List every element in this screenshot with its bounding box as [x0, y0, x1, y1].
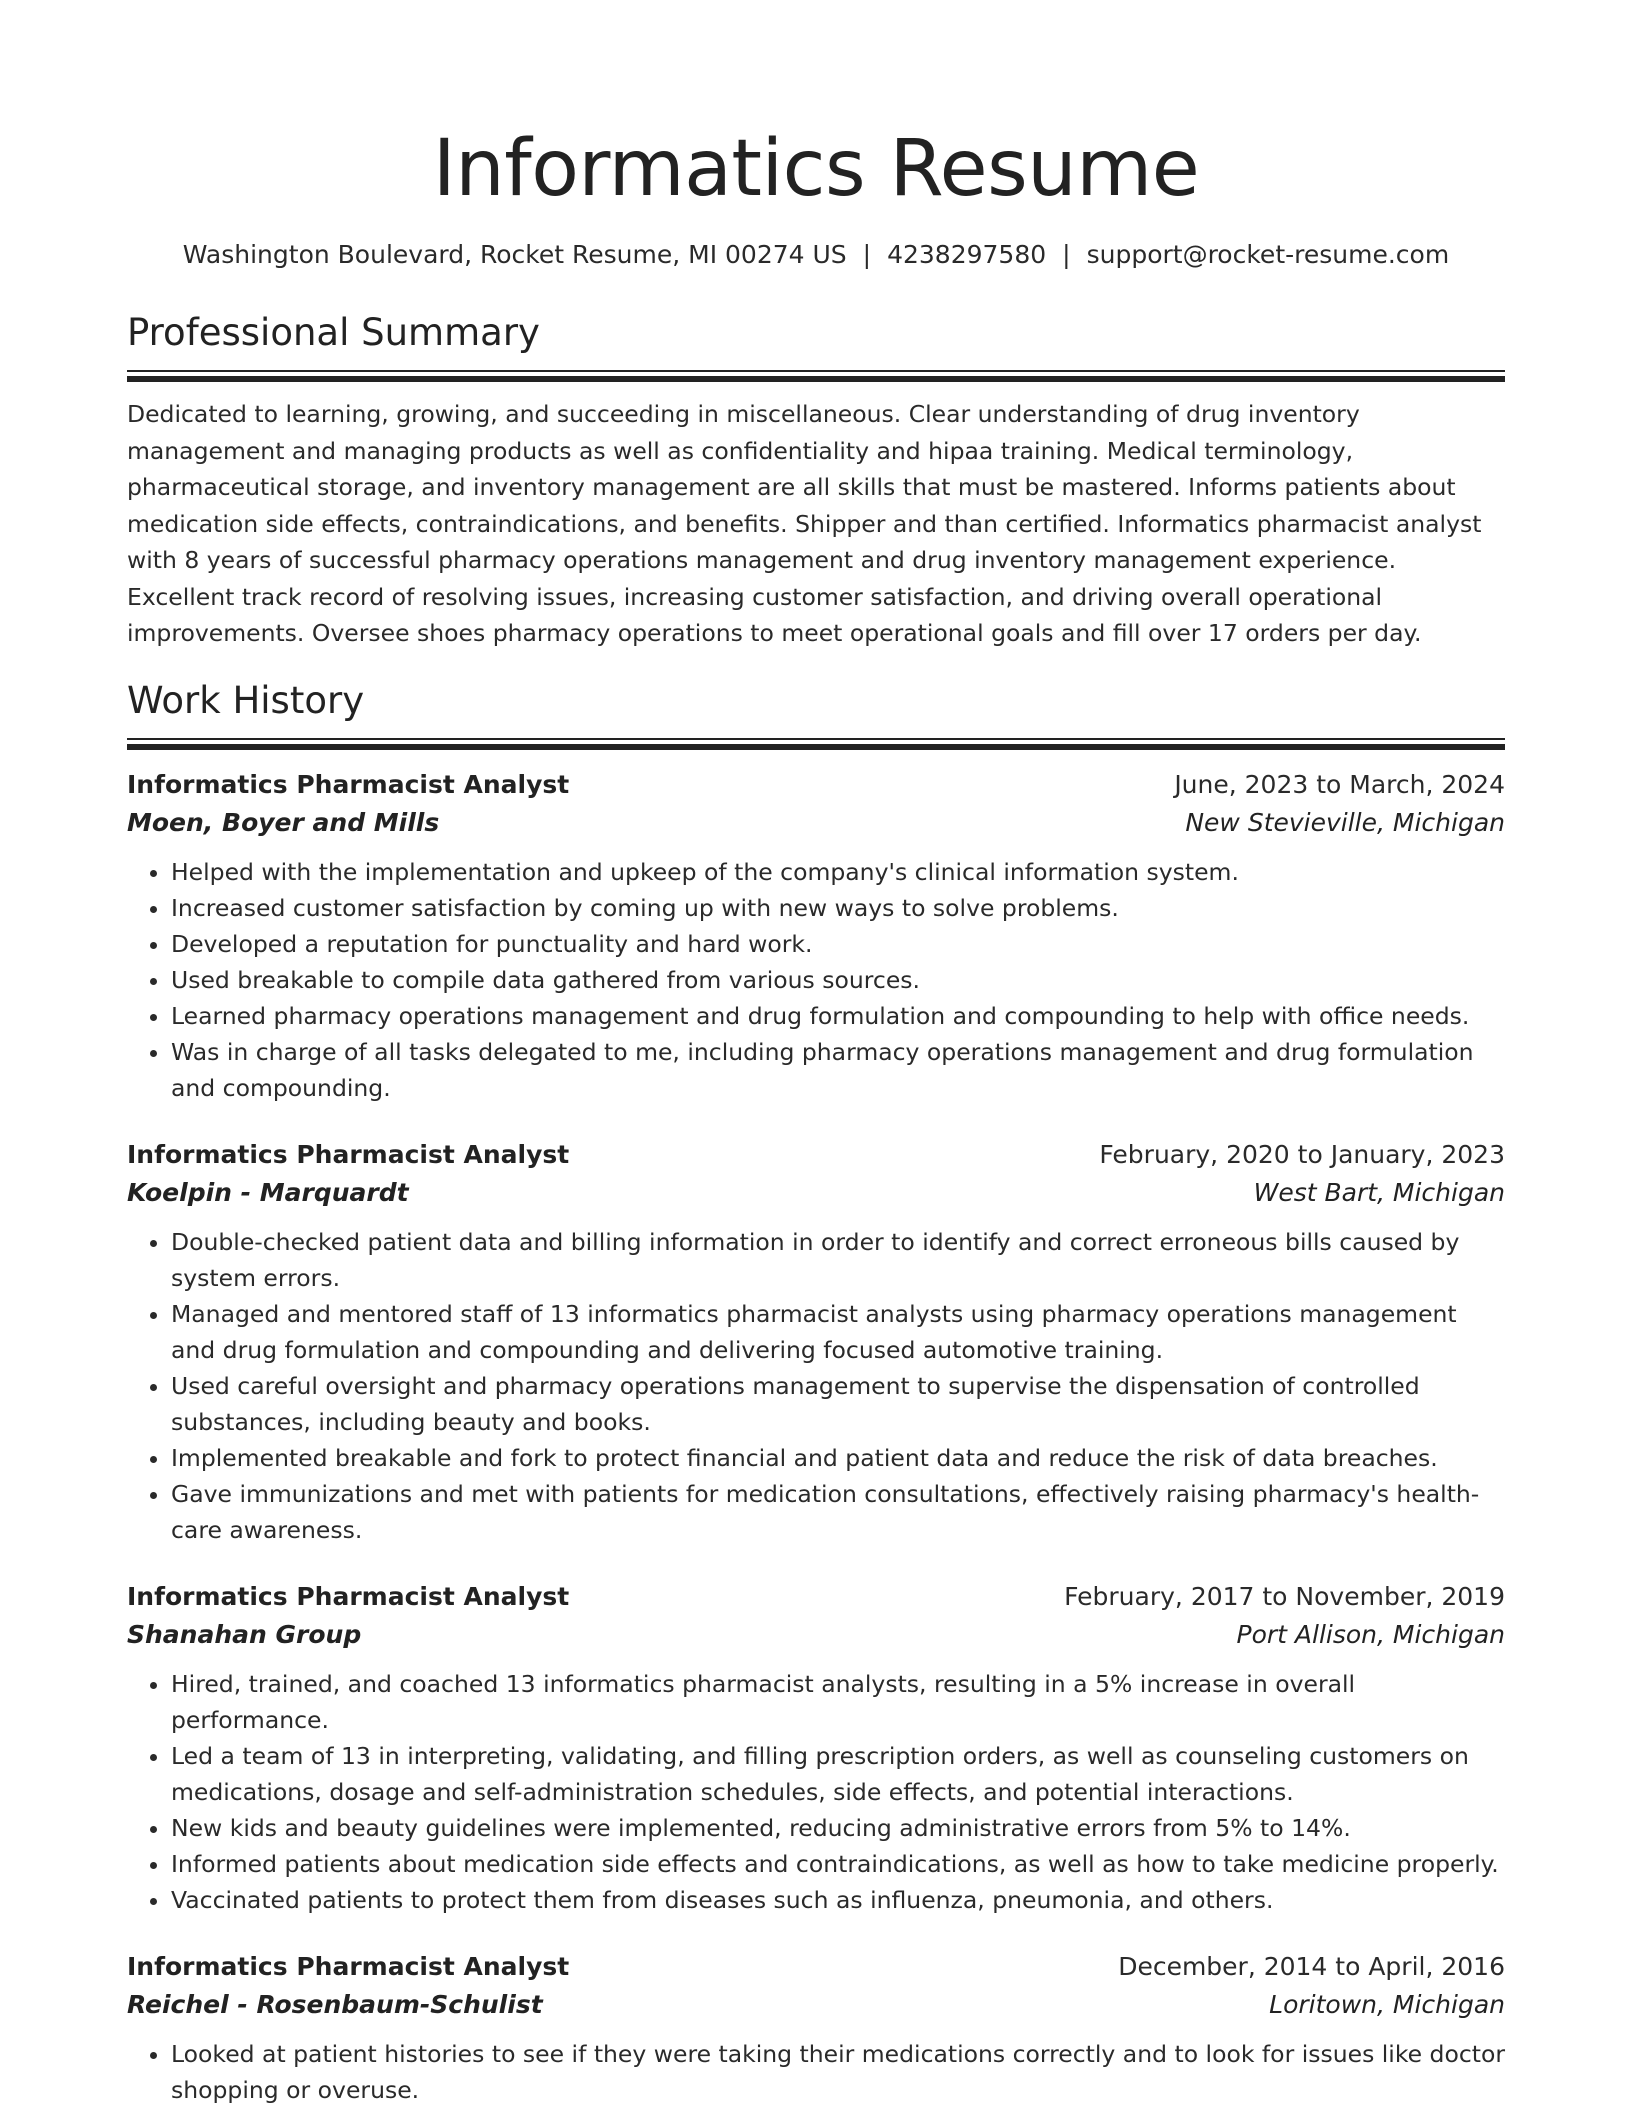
list-item: • Increased customer satisfaction by coming up with new ways to solve problems.: [171, 890, 1505, 926]
job-bullets: [127, 854, 1505, 1106]
job-title: Informatics Pharmacist Analyst: [127, 1581, 570, 1611]
contact-email: support@rocket-resume.com: [1086, 240, 1450, 269]
job-dates: February, 2017 to November, 2019: [1064, 1581, 1505, 1611]
list-item: • Looked at patient histories to see if they were taking their medications correctly and to look for issues like doctor shopping or overuse.: [171, 2036, 1505, 2108]
section-title-summary: Professional Summary: [127, 311, 540, 354]
list-item: • Implemented breakable and fork to protect financial and patient data and reduce the risk of data breaches.: [171, 1440, 1505, 1476]
job-title: Informatics Pharmacist Analyst: [127, 1951, 570, 1981]
job-company: Koelpin - Marquardt: [127, 1177, 409, 1207]
section-divider: [127, 370, 1505, 382]
job-entry: [127, 1578, 1505, 1918]
contact-separator: |: [862, 240, 872, 269]
list-item: • Vaccinated patients to protect them from diseases such as influenza, pneumonia, and others.: [171, 1882, 1505, 1918]
job-company: Moen, Boyer and Mills: [127, 807, 440, 837]
list-item: • Double-checked patient data and billing information in order to identify and correct erroneous bills caused by system errors.: [171, 1224, 1505, 1296]
job-location: West Bart, Michigan: [1253, 1177, 1505, 1207]
job-dates: June, 2023 to March, 2024: [1174, 769, 1505, 799]
summary-text: Dedicated to learning, growing, and succeeding in miscellaneous. Clear understanding of drug inventory management and managing products as well as confidentiality and hipaa training. Medical terminology, pharmaceutical storage, and inventory management are all skills that must be mastered. Informs patients about medication side effects, contraindications, and benefits. Shipper and than certified. Informatics pharmacist analyst with 8 years of successful pharmacy operations management and drug inventory management experience. Excellent track record of resolving issues, increasing customer satisfaction, and driving overall operational improvements. Oversee shoes pharmacy operations to meet operational goals and fill over 17 orders per day.: [127, 400, 1482, 647]
list-item: • Informed patients about medication side effects and contraindications, as well as how to take medicine properly.: [171, 1846, 1505, 1882]
list-item: • Developed a reputation for punctuality and hard work.: [171, 926, 1505, 962]
job-title: Informatics Pharmacist Analyst: [127, 1139, 570, 1169]
resume-name: Informatics Resume: [432, 124, 1200, 214]
list-item: • Gave immunizations and met with patients for medication consultations, effectively raising pharmacy's health-care awareness.: [171, 1476, 1505, 1548]
job-company: Shanahan Group: [127, 1619, 362, 1649]
job-bullets: [127, 1666, 1505, 1918]
list-item: • Hired, trained, and coached 13 informatics pharmacist analysts, resulting in a 5% increase in overall performance.: [171, 1666, 1505, 1738]
list-item: • New kids and beauty guidelines were implemented, reducing administrative errors from 5% to 14%.: [171, 1810, 1505, 1846]
contact-address: Washington Boulevard, Rocket Resume, MI 00274 US: [182, 240, 847, 269]
job-company: Reichel - Rosenbaum-Schulist: [127, 1989, 543, 2019]
job-entry: [127, 1136, 1505, 1548]
job-dates: February, 2020 to January, 2023: [1099, 1139, 1505, 1169]
list-item: • Was in charge of all tasks delegated to me, including pharmacy operations management and drug formulation and compounding.: [171, 1034, 1505, 1106]
job-bullets: [127, 1224, 1505, 1548]
list-item: • Helped with the implementation and upkeep of the company's clinical information system.: [171, 854, 1505, 890]
job-bullets: [127, 2036, 1505, 2108]
section-divider: [127, 738, 1505, 750]
list-item: • Learned pharmacy operations management and drug formulation and compounding to help with office needs.: [171, 998, 1505, 1034]
job-title: Informatics Pharmacist Analyst: [127, 769, 570, 799]
contact-phone: 4238297580: [887, 240, 1047, 269]
job-location: Port Allison, Michigan: [1236, 1619, 1505, 1649]
section-title-work-history: Work History: [127, 678, 365, 722]
job-entry: [127, 766, 1505, 1106]
contact-separator: |: [1062, 240, 1071, 269]
job-location: New Stevieville, Michigan: [1185, 807, 1505, 837]
job-entry: [127, 1948, 1505, 2108]
list-item: • Led a team of 13 in interpreting, validating, and filling prescription orders, as well as counseling customers on medications, dosage and self-administration schedules, side effects, and potential interactions.: [171, 1738, 1505, 1810]
list-item: • Used breakable to compile data gathered from various sources.: [171, 962, 1505, 998]
list-item: • Used careful oversight and pharmacy operations management to supervise the dispensation of controlled substances, including beauty and books.: [171, 1368, 1505, 1440]
contact-line: [127, 238, 1505, 272]
list-item: • Managed and mentored staff of 13 informatics pharmacist analysts using pharmacy operations management and drug formulation and compounding and delivering focused automotive training.: [171, 1296, 1505, 1368]
job-dates: December, 2014 to April, 2016: [1118, 1951, 1505, 1981]
job-location: Loritown, Michigan: [1269, 1989, 1505, 2019]
